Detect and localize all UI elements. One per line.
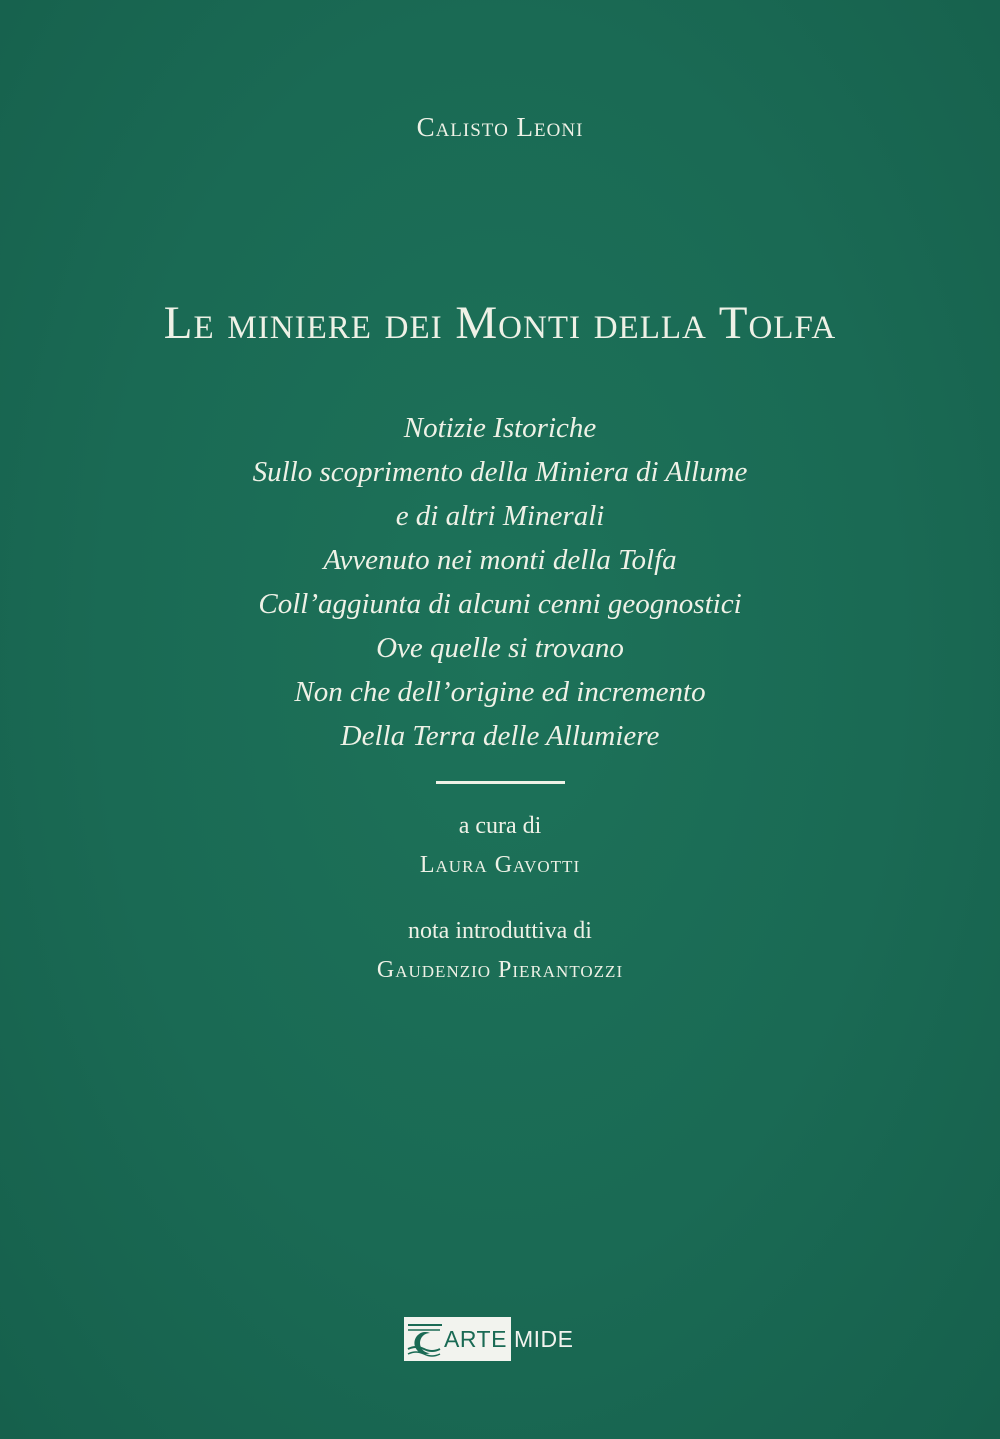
editor-name: Laura Gavotti [419, 852, 581, 878]
subtitle-line: Avvenuto nei monti della Tolfa [323, 544, 677, 576]
crescent-moon-wave-icon [406, 1319, 444, 1359]
publisher-logo-box [404, 1317, 511, 1361]
subtitle-line: Coll’aggiunta di alcuni cenni geognostici [258, 588, 742, 620]
subtitle-line: Notizie Istoriche [403, 412, 597, 444]
subtitle-line: Ove quelle si trovano [376, 632, 624, 664]
subtitle-block [0, 406, 1000, 758]
divider-rule [436, 781, 565, 784]
intro-name: Gaudenzio Pierantozzi [376, 957, 624, 983]
author-name: Calisto Leoni [416, 112, 584, 142]
subtitle-line: Della Terra delle Allumiere [340, 720, 660, 752]
editor-label: a cura di [458, 813, 542, 839]
subtitle-line: e di altri Minerali [395, 500, 605, 532]
book-title: Le miniere dei Monti della Tolfa [163, 297, 837, 349]
subtitle-line: Non che dell’origine ed incremento [294, 676, 706, 708]
intro-label: nota introduttiva di [408, 918, 592, 944]
publisher-name-part-2: MIDE [513, 1325, 574, 1352]
subtitle-line: Sullo scoprimento della Miniera di Allume [252, 456, 748, 488]
publisher-logo [404, 1317, 573, 1361]
publisher-name-part-1: ARTE [444, 1325, 507, 1352]
